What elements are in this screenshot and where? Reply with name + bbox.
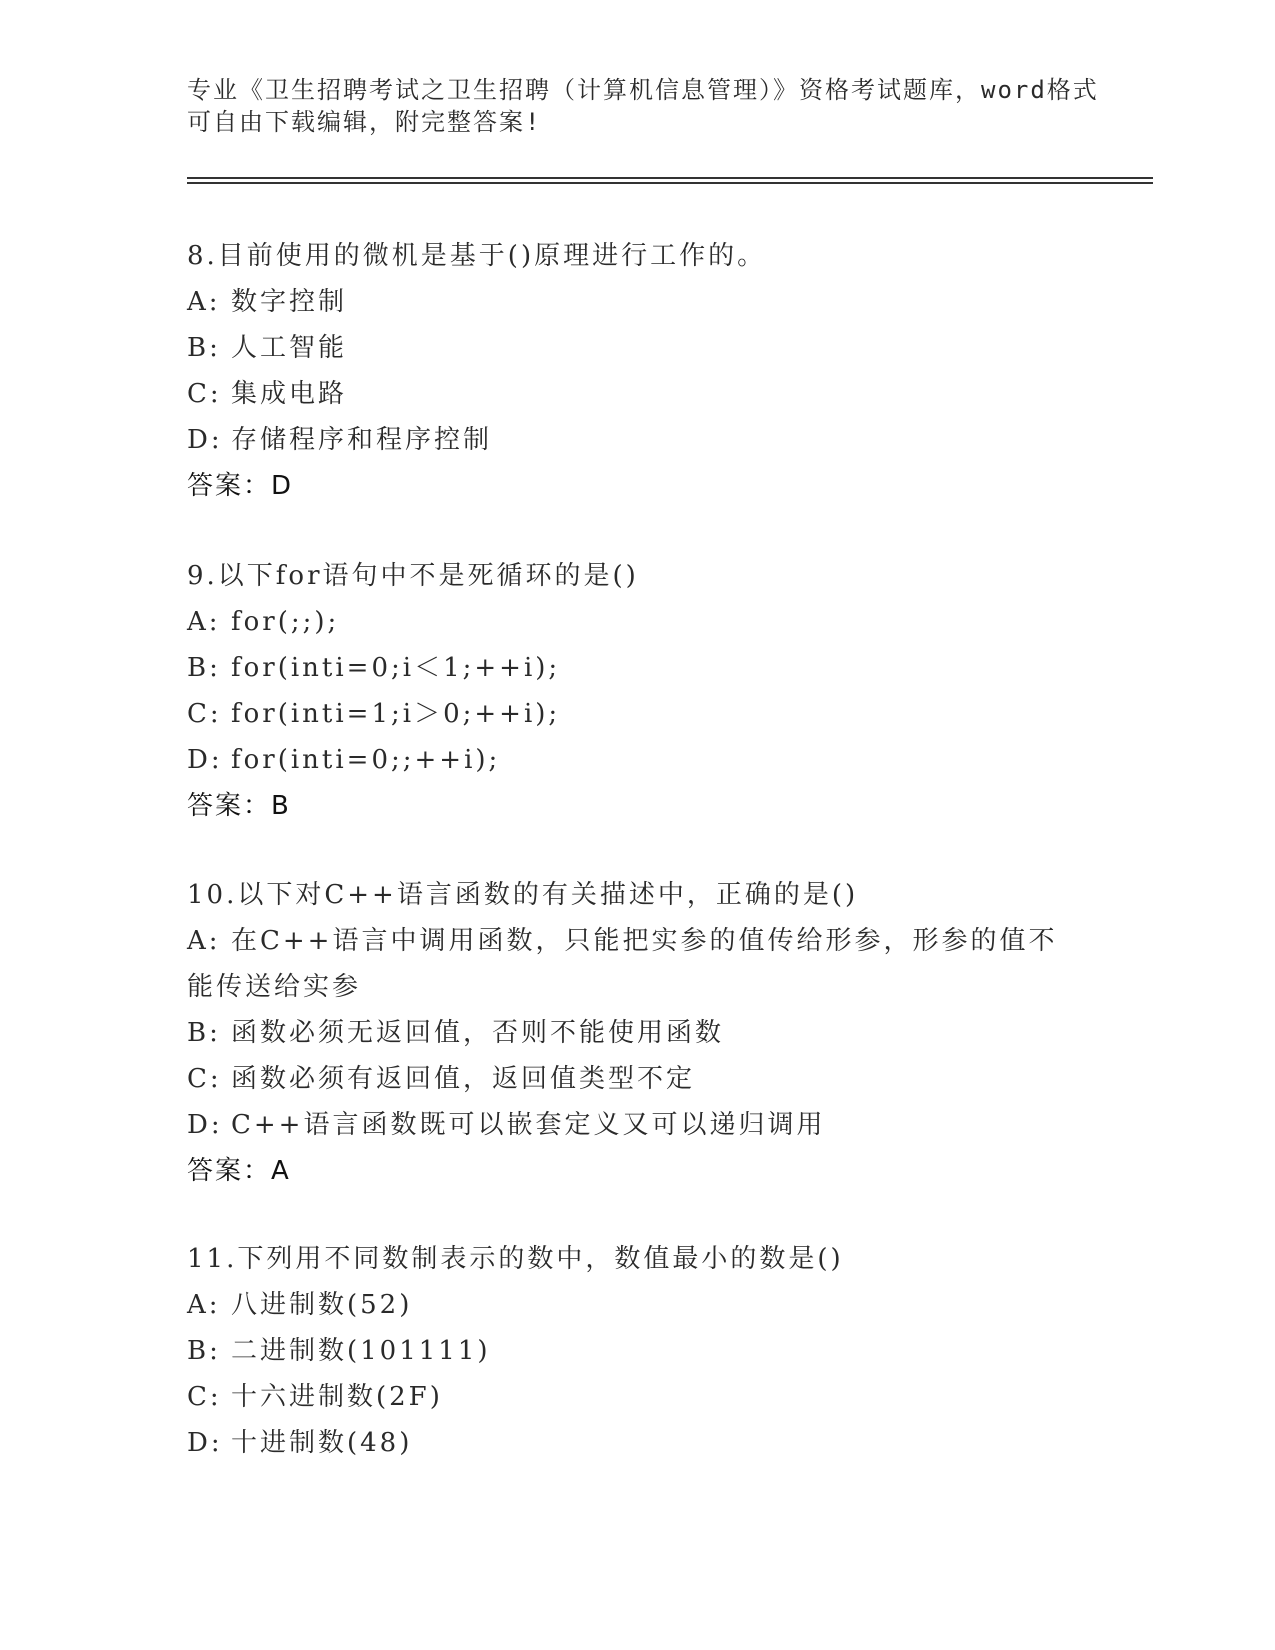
option-label: D: [187, 1110, 223, 1140]
option-text: 函数必须无返回值，否则不能使用函数 [231, 1018, 725, 1048]
option-label: D: [187, 425, 223, 455]
option-label: D: [187, 745, 223, 775]
document-header [187, 74, 1099, 138]
option-text: for(inti=0;;++i); [231, 745, 501, 775]
option-text: 八进制数(52) [231, 1290, 413, 1320]
option-label: B: [187, 1336, 221, 1366]
header-divider-bottom [187, 182, 1153, 184]
question-11 [187, 1236, 1067, 1466]
option-text: 函数必须有返回值，返回值类型不定 [231, 1064, 696, 1094]
option-label: B: [187, 333, 221, 363]
option-text: 数字控制 [231, 287, 348, 317]
option-text: 二进制数(101111) [231, 1336, 491, 1366]
option-text: C++语言函数既可以嵌套定义又可以递归调用 [231, 1110, 826, 1140]
option-label: A: [187, 1290, 221, 1320]
option-label: C: [187, 1382, 222, 1412]
header-divider-top [187, 177, 1153, 179]
question-stem: 8.目前使用的微机是基于()原理进行工作的。 [187, 241, 767, 271]
option-label: A: [187, 287, 221, 317]
option-b [187, 325, 1067, 371]
option-text: 在C++语言中调用函数，只能把实参的值传给形参，形参的值不能传送给实参 [187, 926, 1058, 1002]
question-9 [187, 553, 1067, 829]
option-a [187, 599, 1067, 645]
question-8 [187, 233, 1067, 509]
option-label: C: [187, 699, 222, 729]
option-b [187, 1010, 1067, 1056]
option-text: 存储程序和程序控制 [231, 425, 493, 455]
answer-line: 答案：B [187, 791, 291, 821]
option-label: A: [187, 926, 221, 956]
option-label: A: [187, 607, 221, 637]
option-label: C: [187, 379, 222, 409]
option-text: for(;;); [231, 607, 340, 637]
header-line-1: 专业《卫生招聘考试之卫生招聘（计算机信息管理）》资格考试题库，word格式 [187, 76, 1099, 104]
option-text: for(inti=0;i＜1;++i); [231, 653, 561, 683]
option-a [187, 1282, 1067, 1328]
option-label: C: [187, 1064, 222, 1094]
option-c [187, 371, 1067, 417]
option-label: B: [187, 1018, 221, 1048]
answer-line: 答案：A [187, 1156, 291, 1186]
answer-line: 答案：D [187, 471, 294, 501]
option-d [187, 737, 1067, 783]
option-text: 人工智能 [231, 333, 348, 363]
option-a [187, 279, 1067, 325]
option-b [187, 1328, 1067, 1374]
option-b [187, 645, 1067, 691]
header-line-2: 可自由下载编辑，附完整答案! [187, 108, 542, 136]
option-text: 集成电路 [231, 379, 348, 409]
option-label: B: [187, 653, 221, 683]
option-a [187, 918, 1067, 1010]
option-c [187, 1374, 1067, 1420]
option-text: 十进制数(48) [231, 1428, 413, 1458]
option-d [187, 1420, 1067, 1466]
option-label: D: [187, 1428, 223, 1458]
option-d [187, 417, 1067, 463]
option-d [187, 1102, 1067, 1148]
question-stem: 9.以下for语句中不是死循环的是() [187, 561, 639, 591]
question-10 [187, 872, 1067, 1194]
question-stem: 11.下列用不同数制表示的数中，数值最小的数是() [187, 1244, 844, 1274]
question-stem: 10.以下对C++语言函数的有关描述中，正确的是() [187, 880, 859, 910]
option-c [187, 691, 1067, 737]
option-text: for(inti=1;i＞0;++i); [231, 699, 561, 729]
option-c [187, 1056, 1067, 1102]
option-text: 十六进制数(2F) [231, 1382, 443, 1412]
